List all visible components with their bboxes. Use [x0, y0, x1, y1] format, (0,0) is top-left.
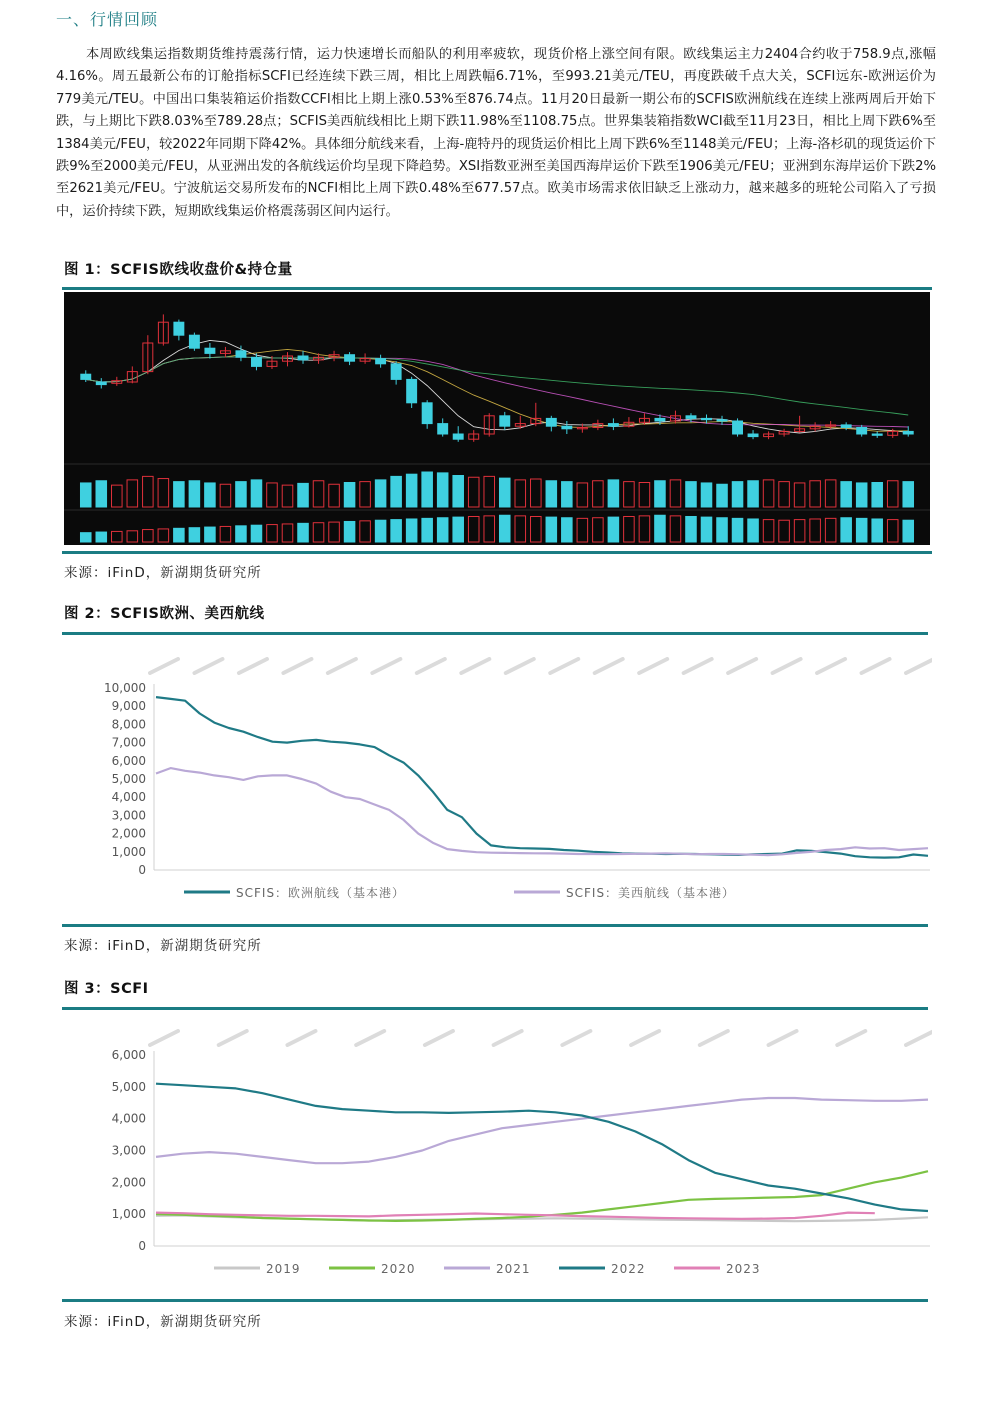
volume-bar	[639, 483, 650, 508]
x-date-tick-mark	[506, 659, 534, 673]
open-interest-bar	[484, 516, 495, 542]
candle-body	[96, 382, 106, 385]
volume-bar	[329, 484, 340, 507]
volume-bar	[282, 485, 293, 507]
y-tick-label: 2,000	[111, 826, 146, 841]
open-interest-bar	[468, 516, 479, 542]
volume-bar	[825, 480, 836, 507]
candle-body	[345, 355, 355, 362]
figure-1-title: 图 1：SCFIS欧线收盘价&持仓量	[64, 262, 293, 278]
open-interest-bar	[96, 532, 107, 542]
open-interest-bar	[717, 518, 728, 542]
open-interest-bar	[220, 526, 231, 542]
series-line	[156, 1084, 928, 1211]
candle-body	[174, 322, 184, 335]
open-interest-bar	[205, 527, 216, 542]
market-review-paragraph: 本周欧线集运指数期货维持震荡行情，运力快速增长而船队的利用率疲软，现货价格上涨空间有限。欧线集运主力2404合约收于758.9点,涨幅4.16%。周五最新公布的订舱指标SCFI已经连续下跌三周，相比上周跌幅6.71%，至993.21美元/TEU，再度跌破千点大关，SCFI远东-欧洲运价为779美元/TEU。中国出口集装箱运价指数CCFI相比上期上涨0.53%至876.74点。11月20日最新一期公布的SCFIS欧洲航线在连续上涨两周后开始下跌，与上期比下跌8.03%至789.28点；SCFIS美西航线相比上期下跌11.98%至1108.75点。世界集装箱指数WCI截至11月23日，相比上周下跌6%至1384美元/FEU，较2022年同期下降42%。具体细分航线来看，上海-鹿特丹的现货运价相比上周下跌6%至1148美元/FEU；上海-洛杉矶的现货运价下跌9%至2000美元/FEU，从亚洲出发的各航线运价均呈现下降趋势。XSI指数亚洲至美国西海岸运价下跌至1906美元/FEU；亚洲到东海岸运价下跌2%至2621美元/FEU。宁波航运交易所发布的NCFI相比上周下跌0.48%至677.57点。欧美市场需求依旧缺乏上涨动力，越来越多的班轮公司陷入了亏损中，运价持续下跌，短期欧线集运价格震荡弱区间内运行。	[56, 47, 936, 219]
legend-label: 2019	[266, 1262, 301, 1276]
moving-average-line	[86, 357, 908, 415]
volume-bar	[562, 482, 573, 507]
candle-body	[686, 416, 696, 419]
open-interest-bar	[344, 521, 355, 542]
x-date-tick-mark	[562, 1031, 590, 1045]
candle-body	[298, 356, 308, 360]
x-date-tick-mark	[461, 659, 489, 673]
volume-bar	[267, 483, 278, 507]
open-interest-bar	[499, 515, 510, 542]
volume-bar	[344, 483, 355, 508]
volume-bar	[112, 485, 123, 507]
open-interest-bar	[360, 521, 371, 542]
open-interest-bar	[841, 518, 852, 542]
legend-label: 2021	[496, 1262, 531, 1276]
x-date-tick-mark	[417, 659, 445, 673]
candle-body	[189, 335, 199, 348]
moving-average-line	[86, 357, 908, 427]
x-date-tick-mark	[239, 659, 267, 673]
y-tick-label: 10,000	[104, 681, 146, 695]
figure-1-candlestick-chart	[64, 292, 930, 545]
x-date-tick-mark	[817, 659, 845, 673]
volume-bar	[127, 480, 138, 507]
open-interest-bar	[329, 522, 340, 542]
open-interest-bar	[236, 526, 247, 542]
candle-body	[81, 374, 91, 379]
section-title: 一、行情回顾	[56, 10, 159, 29]
open-interest-bar	[112, 531, 123, 542]
candle-body	[655, 418, 665, 421]
volume-bar	[468, 477, 479, 507]
open-interest-bar	[810, 519, 821, 542]
open-interest-bar	[391, 520, 402, 542]
x-date-tick-mark	[769, 1031, 797, 1045]
figure-3-line-chart	[62, 1015, 932, 1300]
open-interest-bar	[593, 518, 604, 542]
x-date-tick-mark	[639, 659, 667, 673]
moving-average-line	[86, 349, 908, 431]
volume-bar	[763, 480, 774, 507]
candle-body	[733, 421, 743, 434]
candle-body	[500, 416, 510, 426]
open-interest-bar	[158, 529, 169, 542]
x-date-tick-mark	[356, 1031, 384, 1045]
figure-3-source: 来源：iFinD，新湖期货研究所	[64, 1314, 262, 1330]
candle-body	[453, 434, 463, 439]
candle-body	[236, 351, 246, 358]
candle-body	[205, 348, 215, 353]
series-line	[156, 1098, 928, 1163]
open-interest-bar	[282, 524, 293, 542]
y-tick-label: 0	[138, 863, 146, 877]
volume-bar	[624, 482, 635, 507]
volume-bar	[872, 483, 883, 508]
open-interest-bar	[872, 519, 883, 542]
open-interest-bar	[624, 516, 635, 542]
volume-bar	[189, 481, 200, 507]
candle-body	[702, 418, 712, 419]
figure-2-top-rule	[62, 632, 928, 635]
open-interest-bar	[686, 516, 697, 542]
volume-bar	[546, 481, 557, 507]
y-tick-label: 3,000	[111, 808, 146, 823]
open-interest-bar	[732, 518, 743, 542]
figure-3-top-rule	[62, 1007, 928, 1010]
y-tick-label: 4,000	[111, 1111, 146, 1126]
x-date-tick-mark	[684, 659, 712, 673]
y-tick-label: 0	[138, 1239, 146, 1253]
x-date-tick-mark	[595, 659, 623, 673]
volume-bar	[856, 483, 867, 507]
legend-label: SCFIS：欧洲航线（基本港）	[236, 886, 406, 900]
x-date-tick-mark	[328, 659, 356, 673]
y-tick-label: 9,000	[111, 699, 146, 714]
candle-body	[438, 424, 448, 434]
volume-bar	[655, 481, 666, 507]
legend-label: SCFIS：美西航线（基本港）	[566, 886, 736, 900]
candle-body	[872, 434, 882, 435]
y-tick-label: 1,000	[111, 1207, 146, 1222]
open-interest-bar	[298, 523, 309, 542]
volume-bar	[515, 480, 526, 507]
legend-label: 2020	[381, 1262, 416, 1276]
volume-bar	[406, 474, 417, 507]
volume-bar	[903, 482, 914, 507]
x-date-tick-mark	[631, 1031, 659, 1045]
volume-bar	[810, 481, 821, 507]
open-interest-bar	[856, 518, 867, 542]
open-interest-bar	[701, 517, 712, 542]
y-tick-label: 1,000	[111, 844, 146, 859]
volume-bar	[593, 481, 604, 507]
volume-bar	[96, 481, 107, 507]
candle-body	[407, 379, 417, 402]
open-interest-bar	[608, 517, 619, 542]
volume-bar	[313, 481, 324, 507]
y-tick-label: 2,000	[111, 1175, 146, 1190]
volume-bar	[251, 480, 262, 507]
candle-body	[562, 426, 572, 429]
open-interest-bar	[639, 516, 650, 542]
figure-1-bottom-rule	[62, 551, 932, 554]
x-date-tick-mark	[425, 1031, 453, 1045]
candle-body	[422, 403, 432, 424]
volume-bar	[841, 482, 852, 507]
candle-body	[857, 428, 867, 435]
open-interest-bar	[887, 520, 898, 542]
figure-2-bottom-rule	[62, 924, 928, 927]
y-tick-label: 6,000	[111, 1048, 146, 1062]
x-date-tick-mark	[150, 1031, 178, 1045]
y-tick-label: 5,000	[111, 1079, 146, 1094]
y-tick-label: 8,000	[111, 717, 146, 732]
open-interest-bar	[251, 525, 262, 542]
x-date-tick-mark	[550, 659, 578, 673]
x-date-tick-mark	[372, 659, 400, 673]
x-date-tick-mark	[150, 659, 178, 673]
x-date-tick-mark	[194, 659, 222, 673]
candle-body	[376, 359, 386, 364]
volume-bar	[158, 479, 169, 507]
open-interest-bar	[80, 533, 91, 542]
x-date-tick-mark	[728, 659, 756, 673]
candle-body	[748, 434, 758, 437]
volume-bar	[375, 480, 386, 507]
series-line	[156, 768, 928, 855]
figure-2-line-chart	[62, 640, 932, 920]
volume-bar	[453, 476, 464, 508]
volume-bar	[437, 473, 448, 507]
open-interest-bar	[577, 518, 588, 542]
series-line	[156, 1171, 928, 1221]
open-interest-bar	[763, 520, 774, 542]
x-date-tick-mark	[219, 1031, 247, 1045]
volume-bar	[732, 482, 743, 507]
x-date-tick-mark	[283, 659, 311, 673]
volume-bar	[779, 482, 790, 507]
x-date-tick-mark	[906, 1031, 932, 1045]
open-interest-bar	[779, 520, 790, 542]
y-tick-label: 6,000	[111, 753, 146, 768]
x-date-tick-mark	[906, 659, 932, 673]
volume-bar	[391, 476, 402, 507]
open-interest-bar	[562, 518, 573, 542]
open-interest-bar	[127, 531, 138, 542]
volume-bar	[236, 482, 247, 507]
moving-average-line	[86, 340, 908, 433]
candle-body	[608, 424, 618, 427]
open-interest-bar	[375, 520, 386, 542]
volume-bar	[422, 472, 433, 507]
figure-2-title: 图 2：SCFIS欧洲、美西航线	[64, 606, 265, 622]
open-interest-bar	[174, 528, 185, 542]
open-interest-bar	[422, 518, 433, 542]
open-interest-bar	[453, 517, 464, 542]
figure-1-top-rule	[62, 287, 932, 290]
open-interest-bar	[794, 520, 805, 542]
volume-bar	[686, 482, 697, 507]
open-interest-bar	[515, 516, 526, 542]
open-interest-bar	[655, 515, 666, 542]
scfis-line-svg	[62, 640, 932, 920]
open-interest-bar	[437, 518, 448, 542]
figure-2-source: 来源：iFinD，新湖期货研究所	[64, 938, 262, 954]
volume-bar	[205, 483, 216, 507]
x-date-tick-mark	[287, 1031, 315, 1045]
candle-body	[841, 425, 851, 428]
legend-label: 2023	[726, 1262, 761, 1276]
x-date-tick-mark	[700, 1031, 728, 1045]
volume-bar	[701, 483, 712, 507]
x-date-tick-mark	[862, 659, 890, 673]
volume-bar	[80, 483, 91, 507]
open-interest-bar	[189, 528, 200, 542]
candle-body	[251, 357, 261, 366]
figure-1-source: 来源：iFinD，新湖期货研究所	[64, 565, 262, 581]
open-interest-bar	[267, 525, 278, 542]
open-interest-bar	[531, 516, 542, 542]
scfi-line-svg	[62, 1015, 932, 1300]
candle-body	[546, 418, 556, 426]
y-tick-label: 7,000	[111, 735, 146, 750]
volume-bar	[748, 481, 759, 507]
open-interest-bar	[903, 520, 914, 542]
series-line	[156, 697, 928, 858]
candle-body	[391, 364, 401, 380]
open-interest-bar	[406, 519, 417, 542]
open-interest-bar	[546, 517, 557, 542]
y-tick-label: 4,000	[111, 790, 146, 805]
volume-bar	[220, 484, 231, 507]
candle-body	[717, 420, 727, 421]
open-interest-bar	[313, 523, 324, 542]
open-interest-bar	[143, 530, 154, 542]
open-interest-bar	[825, 518, 836, 542]
y-tick-label: 3,000	[111, 1143, 146, 1158]
volume-bar	[608, 480, 619, 507]
candlestick-svg	[64, 292, 930, 545]
figure-3-title: 图 3：SCFI	[64, 981, 149, 997]
x-date-tick-mark	[837, 1031, 865, 1045]
volume-bar	[717, 484, 728, 507]
open-interest-bar	[670, 516, 681, 542]
volume-bar	[887, 481, 898, 507]
volume-bar	[298, 483, 309, 507]
volume-bar	[670, 480, 681, 507]
x-date-tick-mark	[494, 1031, 522, 1045]
volume-bar	[174, 482, 185, 507]
volume-bar	[484, 476, 495, 507]
volume-bar	[577, 483, 588, 507]
x-date-tick-mark	[773, 659, 801, 673]
candle-body	[903, 431, 913, 434]
y-tick-label: 5,000	[111, 772, 146, 786]
volume-bar	[143, 476, 154, 507]
figure-3-bottom-rule	[62, 1299, 928, 1302]
volume-bar	[499, 478, 510, 507]
volume-bar	[360, 482, 371, 507]
legend-label: 2022	[611, 1262, 646, 1276]
volume-bar	[531, 479, 542, 507]
volume-bar	[794, 483, 805, 507]
open-interest-bar	[748, 519, 759, 542]
